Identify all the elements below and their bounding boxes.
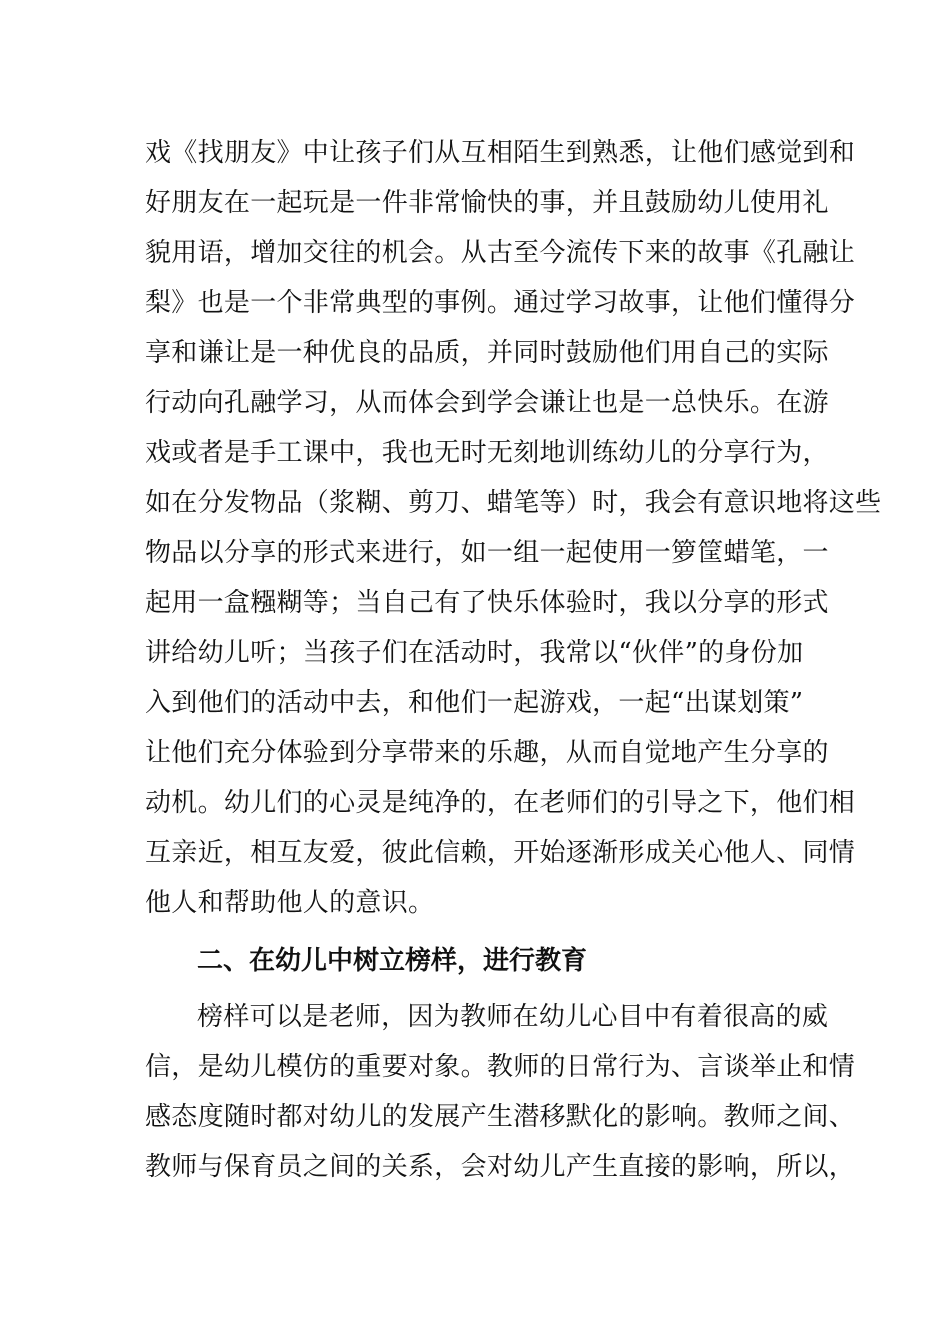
text-line: 教师与保育员之间的关系，会对幼儿产生直接的影响，所以， [145, 1152, 856, 1182]
document-body [145, 128, 882, 1192]
text-line: 物品以分享的形式来进行，如一组一起使用一箩筐蜡笔，一 [145, 538, 829, 568]
text-line: 互亲近，相互友爱，彼此信赖，开始逐渐形成关心他人、同情 [145, 838, 856, 868]
text-line: 好朋友在一起玩是一件非常愉快的事，并且鼓励幼儿使用礼 [145, 188, 829, 218]
text-line: 他人和帮助他人的意识。 [145, 888, 435, 918]
text-line: 感态度随时都对幼儿的发展产生潜移默化的影响。教师之间、 [145, 1102, 856, 1132]
text-line: 享和谦让是一种优良的品质，并同时鼓励他们用自己的实际 [145, 338, 829, 368]
text-line: 梨》也是一个非常典型的事例。通过学习故事，让他们懂得分 [145, 288, 856, 318]
text-line: 榜样可以是老师，因为教师在幼儿心目中有着很高的威 [197, 1002, 829, 1032]
text-line: 行动向孔融学习，从而体会到学会谦让也是一总快乐。在游 [145, 388, 829, 418]
text-line: 起用一盒糨糊等；当自己有了快乐体验时，我以分享的形式 [145, 588, 829, 618]
text-line: 讲给幼儿听；当孩子们在活动时，我常以“伙伴”的身份加 [145, 638, 804, 668]
text-line: 入到他们的活动中去，和他们一起游戏，一起“出谋划策” [145, 688, 804, 718]
text-line: 让他们充分体验到分享带来的乐趣，从而自觉地产生分享的 [145, 738, 829, 768]
paragraph-2 [145, 992, 856, 1192]
paragraph-1 [145, 128, 882, 928]
text-line: 貌用语，增加交往的机会。从古至今流传下来的故事《孔融让 [145, 238, 856, 268]
section-heading: 二、在幼儿中树立榜样，进行教育 [197, 946, 588, 976]
text-line: 戏《找朋友》中让孩子们从互相陌生到熟悉，让他们感觉到和 [145, 138, 856, 168]
text-line: 如在分发物品（浆糊、剪刀、蜡笔等）时，我会有意识地将这些 [145, 488, 882, 518]
text-line: 信，是幼儿模仿的重要对象。教师的日常行为、言谈举止和情 [145, 1052, 856, 1082]
text-line: 动机。幼儿们的心灵是纯净的，在老师们的引导之下，他们相 [145, 788, 856, 818]
text-line: 戏或者是手工课中，我也无时无刻地训练幼儿的分享行为， [145, 438, 829, 468]
